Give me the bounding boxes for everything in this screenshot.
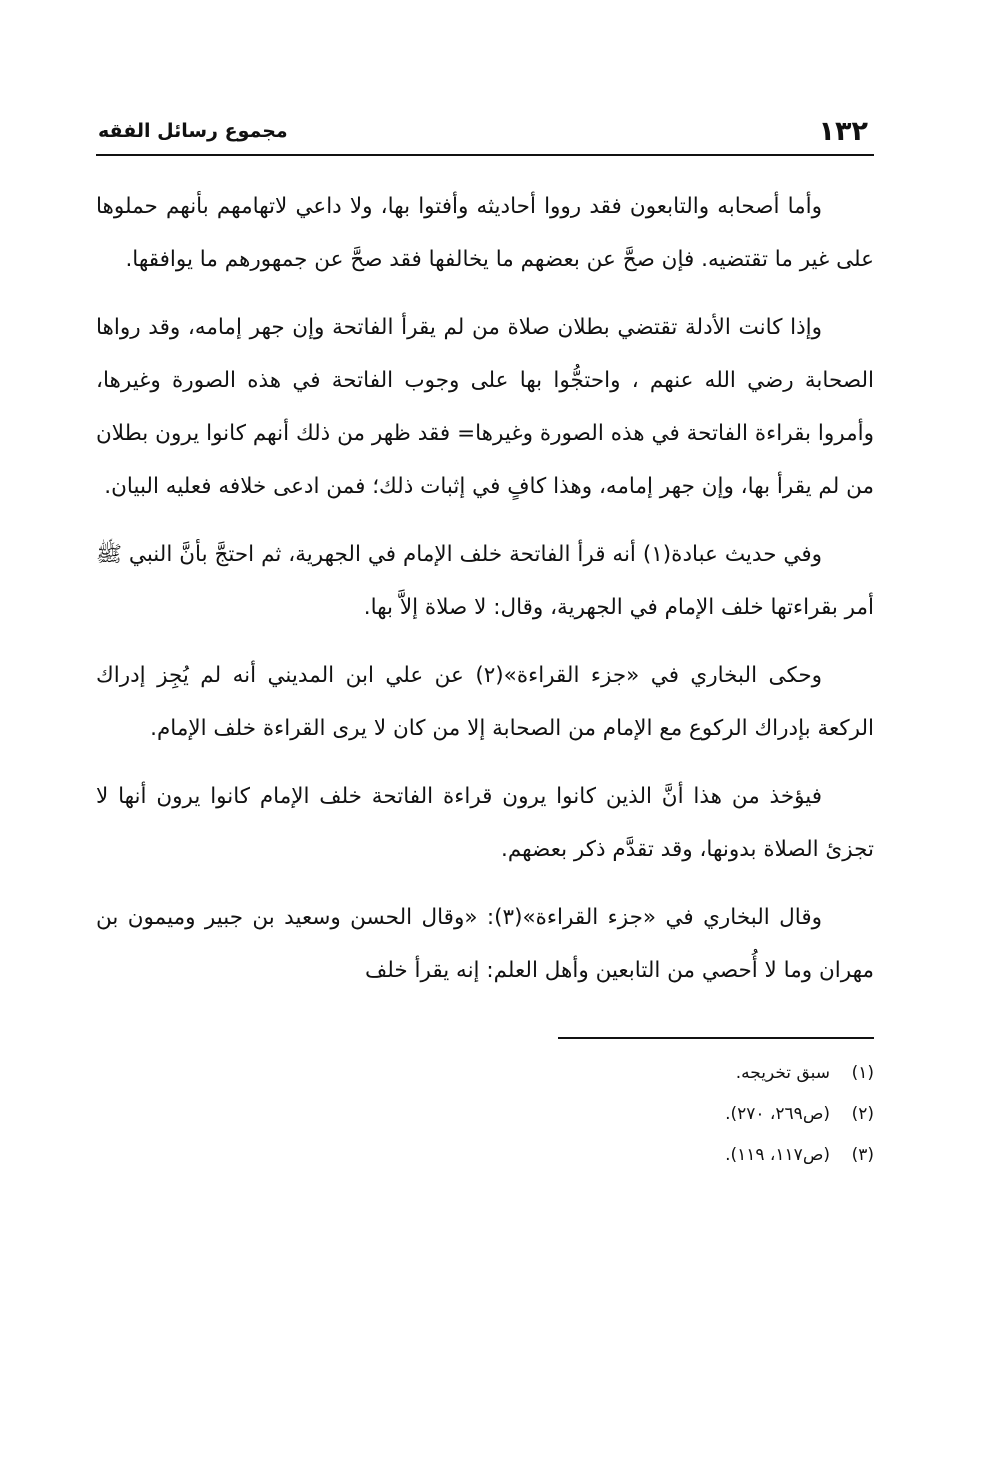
footnote-number: (٣) (851, 1145, 874, 1165)
page-number: ١٣٢ (818, 116, 868, 147)
running-header (96, 110, 874, 156)
footnote-item (96, 1094, 874, 1135)
paragraph: وحكى البخاري في «جزء القراءة»(٢) عن علي ابن المديني أنه لم يُجِز إدراك الركعة بإدراك الركوع مع الإمام من الصحابة إلا من كان لا يرى القراءة خلف الإمام. (96, 663, 874, 741)
body-text (96, 180, 874, 997)
footnote-item (96, 1053, 874, 1094)
footnote-item (96, 1135, 874, 1176)
paragraph: فيؤخذ من هذا أنَّ الذين كانوا يرون قراءة الفاتحة خلف الإمام كانوا يرون أنها لا تجزئ الصلاة بدونها، وقد تقدَّم ذكر بعضهم. (96, 784, 874, 862)
footnotes (96, 1053, 874, 1176)
footnote-number: (٢) (851, 1104, 874, 1124)
footnote-divider (558, 1037, 874, 1039)
book-page (96, 110, 874, 1370)
footnote-text: (ص١١٧، ١١٩). (725, 1145, 830, 1165)
book-title: مجموع رسائل الفقه (98, 120, 288, 142)
footnote-text: (ص٢٦٩، ٢٧٠). (725, 1104, 830, 1124)
footnote-text: سبق تخريجه. (735, 1063, 830, 1083)
paragraph: وأما أصحابه والتابعون فقد رووا أحاديثه وأفتوا بها، ولا داعي لاتهامهم بأنهم حملوها على غير ما تقتضيه. فإن صحَّ عن بعضهم ما يخالفها فقد صحَّ عن جمهورهم ما يوافقها. (96, 194, 874, 272)
paragraph: وإذا كانت الأدلة تقتضي بطلان صلاة من لم يقرأ الفاتحة وإن جهر إمامه، وقد رواها الصحابة رضي الله عنهم ، واحتجُّوا بها على وجوب الفاتحة في هذه الصورة وغيرها، وأمروا بقراءة الفاتحة في هذه الصورة وغيرها= فقد ظهر من ذلك أنهم كانوا يرون بطلان من لم يقرأ بها، وإن جهر إمامه، وهذا كافٍ في إثبات ذلك؛ فمن ادعى خلافه فعليه البيان. (96, 315, 874, 499)
paragraph: وفي حديث عبادة(١) أنه قرأ الفاتحة خلف الإمام في الجهرية، ثم احتجَّ بأنَّ النبي ﷺ أمر بقراءتها خلف الإمام في الجهرية، وقال: لا صلاة إلاَّ بها. (96, 542, 874, 620)
paragraph: وقال البخاري في «جزء القراءة»(٣): «وقال الحسن وسعيد بن جبير وميمون بن مهران وما لا أُحصي من التابعين وأهل العلم: إنه يقرأ خلف (96, 905, 874, 983)
footnote-number: (١) (851, 1063, 874, 1083)
